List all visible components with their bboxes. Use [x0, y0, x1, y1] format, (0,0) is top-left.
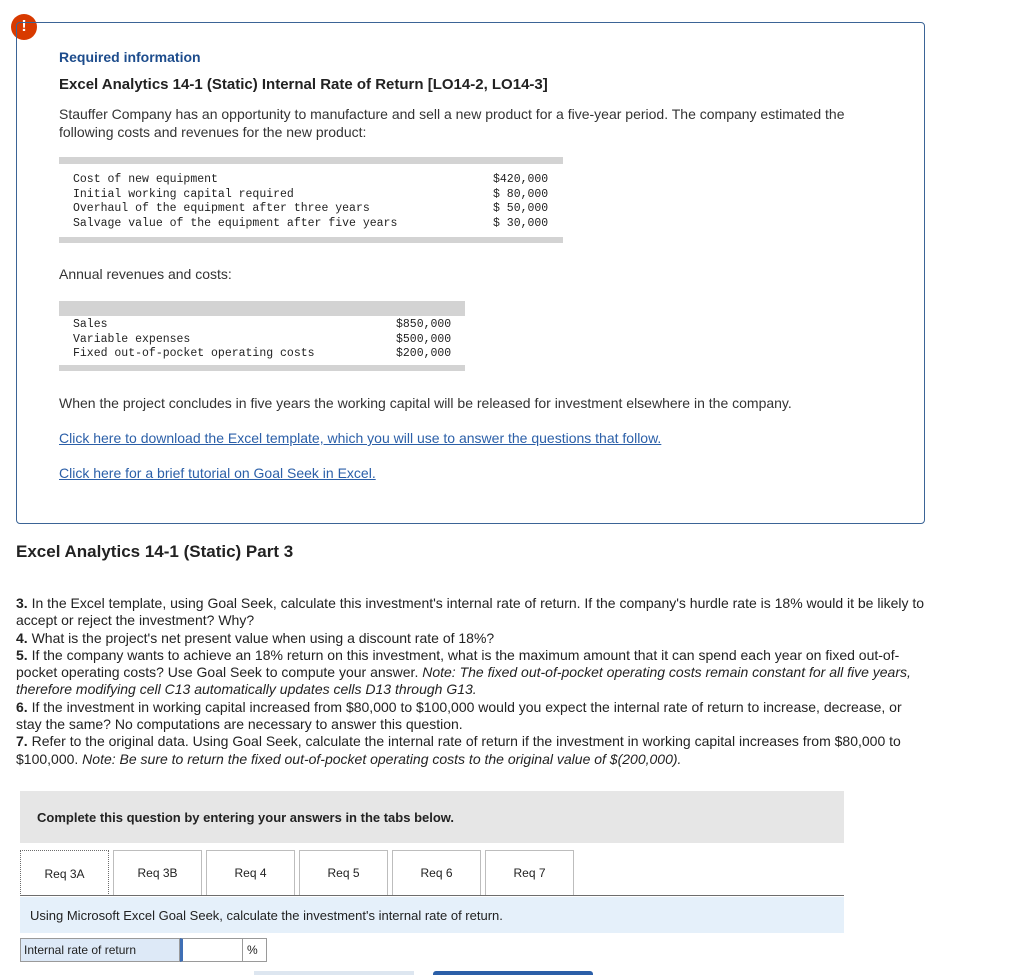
table-row-label: Salvage value of the equipment after five years — [73, 216, 398, 230]
tab-req-5[interactable]: Req 5 — [299, 850, 388, 896]
question-4 — [16, 630, 926, 647]
intro-text: Stauffer Company has an opportunity to manufacture and sell a new product for a five-year period. The company estimated the following costs and revenues for the new product: — [59, 106, 845, 140]
tab-req-4[interactable]: Req 4 — [206, 850, 295, 896]
tab-req-7[interactable]: Req 7 — [485, 850, 574, 896]
table-row-label: Initial working capital required — [73, 187, 294, 201]
exercise-title: Excel Analytics 14-1 (Static) Internal Rate of Return [LO14-2, LO14-3] — [59, 76, 548, 93]
question-5 — [16, 647, 926, 699]
required-information-heading: Required information — [59, 49, 201, 65]
alert-icon: ! — [11, 14, 37, 40]
question-3 — [16, 595, 926, 630]
table-row-label: Cost of new equipment — [73, 173, 218, 186]
instruction-text: Using Microsoft Excel Goal Seek, calculate the investment's internal rate of return. — [20, 897, 844, 933]
table-row-value: $850,000 — [396, 318, 452, 331]
table-row-value: $200,000 — [396, 347, 452, 360]
question-6 — [16, 699, 926, 734]
table-header-bar — [59, 301, 465, 316]
tab-req-6[interactable]: Req 6 — [392, 850, 481, 896]
download-template-link[interactable]: Click here to download the Excel template, which you will use to answer the questions that follow. — [59, 430, 662, 446]
annual-table — [59, 301, 465, 371]
question-number: 4. — [16, 629, 28, 646]
tab-req-3a[interactable]: Req 3A — [20, 850, 109, 896]
question-note: Note: The fixed out-of-pocket operating costs remain constant for all five years, therefore modifying cell C13 automatically updates cells D13 through G13. — [16, 664, 911, 698]
investment-table — [59, 157, 563, 241]
question-note: Note: Be sure to return the fixed out-of-pocket operating costs to the original value of $(200,000). — [82, 750, 682, 767]
annual-revenues-label: Annual revenues and costs: — [59, 266, 232, 282]
requirement-tabs — [20, 850, 578, 896]
table-row-value: $ 50,000 — [493, 202, 549, 215]
table-row-label: Variable expenses — [73, 332, 191, 346]
next-button[interactable] — [433, 971, 593, 975]
question-number: 3. — [16, 595, 28, 611]
question-text: If the investment in working capital increased from $80,000 to $100,000 would you expect the internal rate of return to increase, decrease, or stay the same? No computations are necessary to answer this question. — [16, 698, 902, 733]
question-7 — [16, 733, 926, 768]
complete-question-bar: Complete this question by entering your answers in the tabs below. — [20, 791, 844, 843]
table-row-value: $ 30,000 — [493, 216, 549, 230]
irr-input[interactable] — [180, 938, 243, 962]
table-footer-bar — [59, 237, 563, 243]
tab-req-3b[interactable]: Req 3B — [113, 850, 202, 896]
question-text: Refer to the original data. Using Goal Seek, calculate the internal rate of return if the investment in working capital increases from $80,000 to $100,000. — [16, 733, 901, 767]
answer-row — [20, 938, 267, 962]
table-row-label: Overhaul of the equipment after three years — [73, 202, 370, 215]
question-number: 5. — [16, 646, 28, 663]
table-header-bar — [59, 157, 563, 164]
part-title: Excel Analytics 14-1 (Static) Part 3 — [16, 542, 294, 561]
question-number: 7. — [16, 733, 28, 750]
question-text: In the Excel template, using Goal Seek, calculate this investment's internal rate of return. If the company's hurdle rate is 18% would it be likely to accept or reject the investment? Why? — [16, 595, 925, 629]
table-row-value: $420,000 — [493, 173, 549, 186]
question-text: What is the project's net present value when using a discount rate of 18%? — [27, 629, 495, 646]
table-row-label: Sales — [73, 318, 108, 331]
question-number: 6. — [16, 698, 28, 715]
table-row-value: $ 80,000 — [493, 187, 549, 201]
conclusion-text: When the project concludes in five years the working capital will be released for investment elsewhere in the company. — [59, 395, 792, 411]
percent-unit: % — [243, 938, 267, 962]
goal-seek-tutorial-link[interactable]: Click here for a brief tutorial on Goal Seek in Excel. — [59, 465, 376, 481]
table-footer-bar — [59, 365, 465, 371]
prev-button[interactable] — [254, 971, 414, 975]
table-row-value: $500,000 — [396, 332, 452, 346]
table-row-label: Fixed out-of-pocket operating costs — [73, 347, 315, 360]
answer-label: Internal rate of return — [20, 938, 180, 962]
question-text: If the company wants to achieve an 18% return on this investment, what is the maximum amount that it can spend each year on fixed out-of-pocket operating costs? Use Goal Seek to compute your answer. — [16, 646, 900, 681]
questions-block — [16, 595, 926, 768]
required-information-panel — [16, 22, 925, 524]
tabs-divider — [20, 895, 844, 896]
